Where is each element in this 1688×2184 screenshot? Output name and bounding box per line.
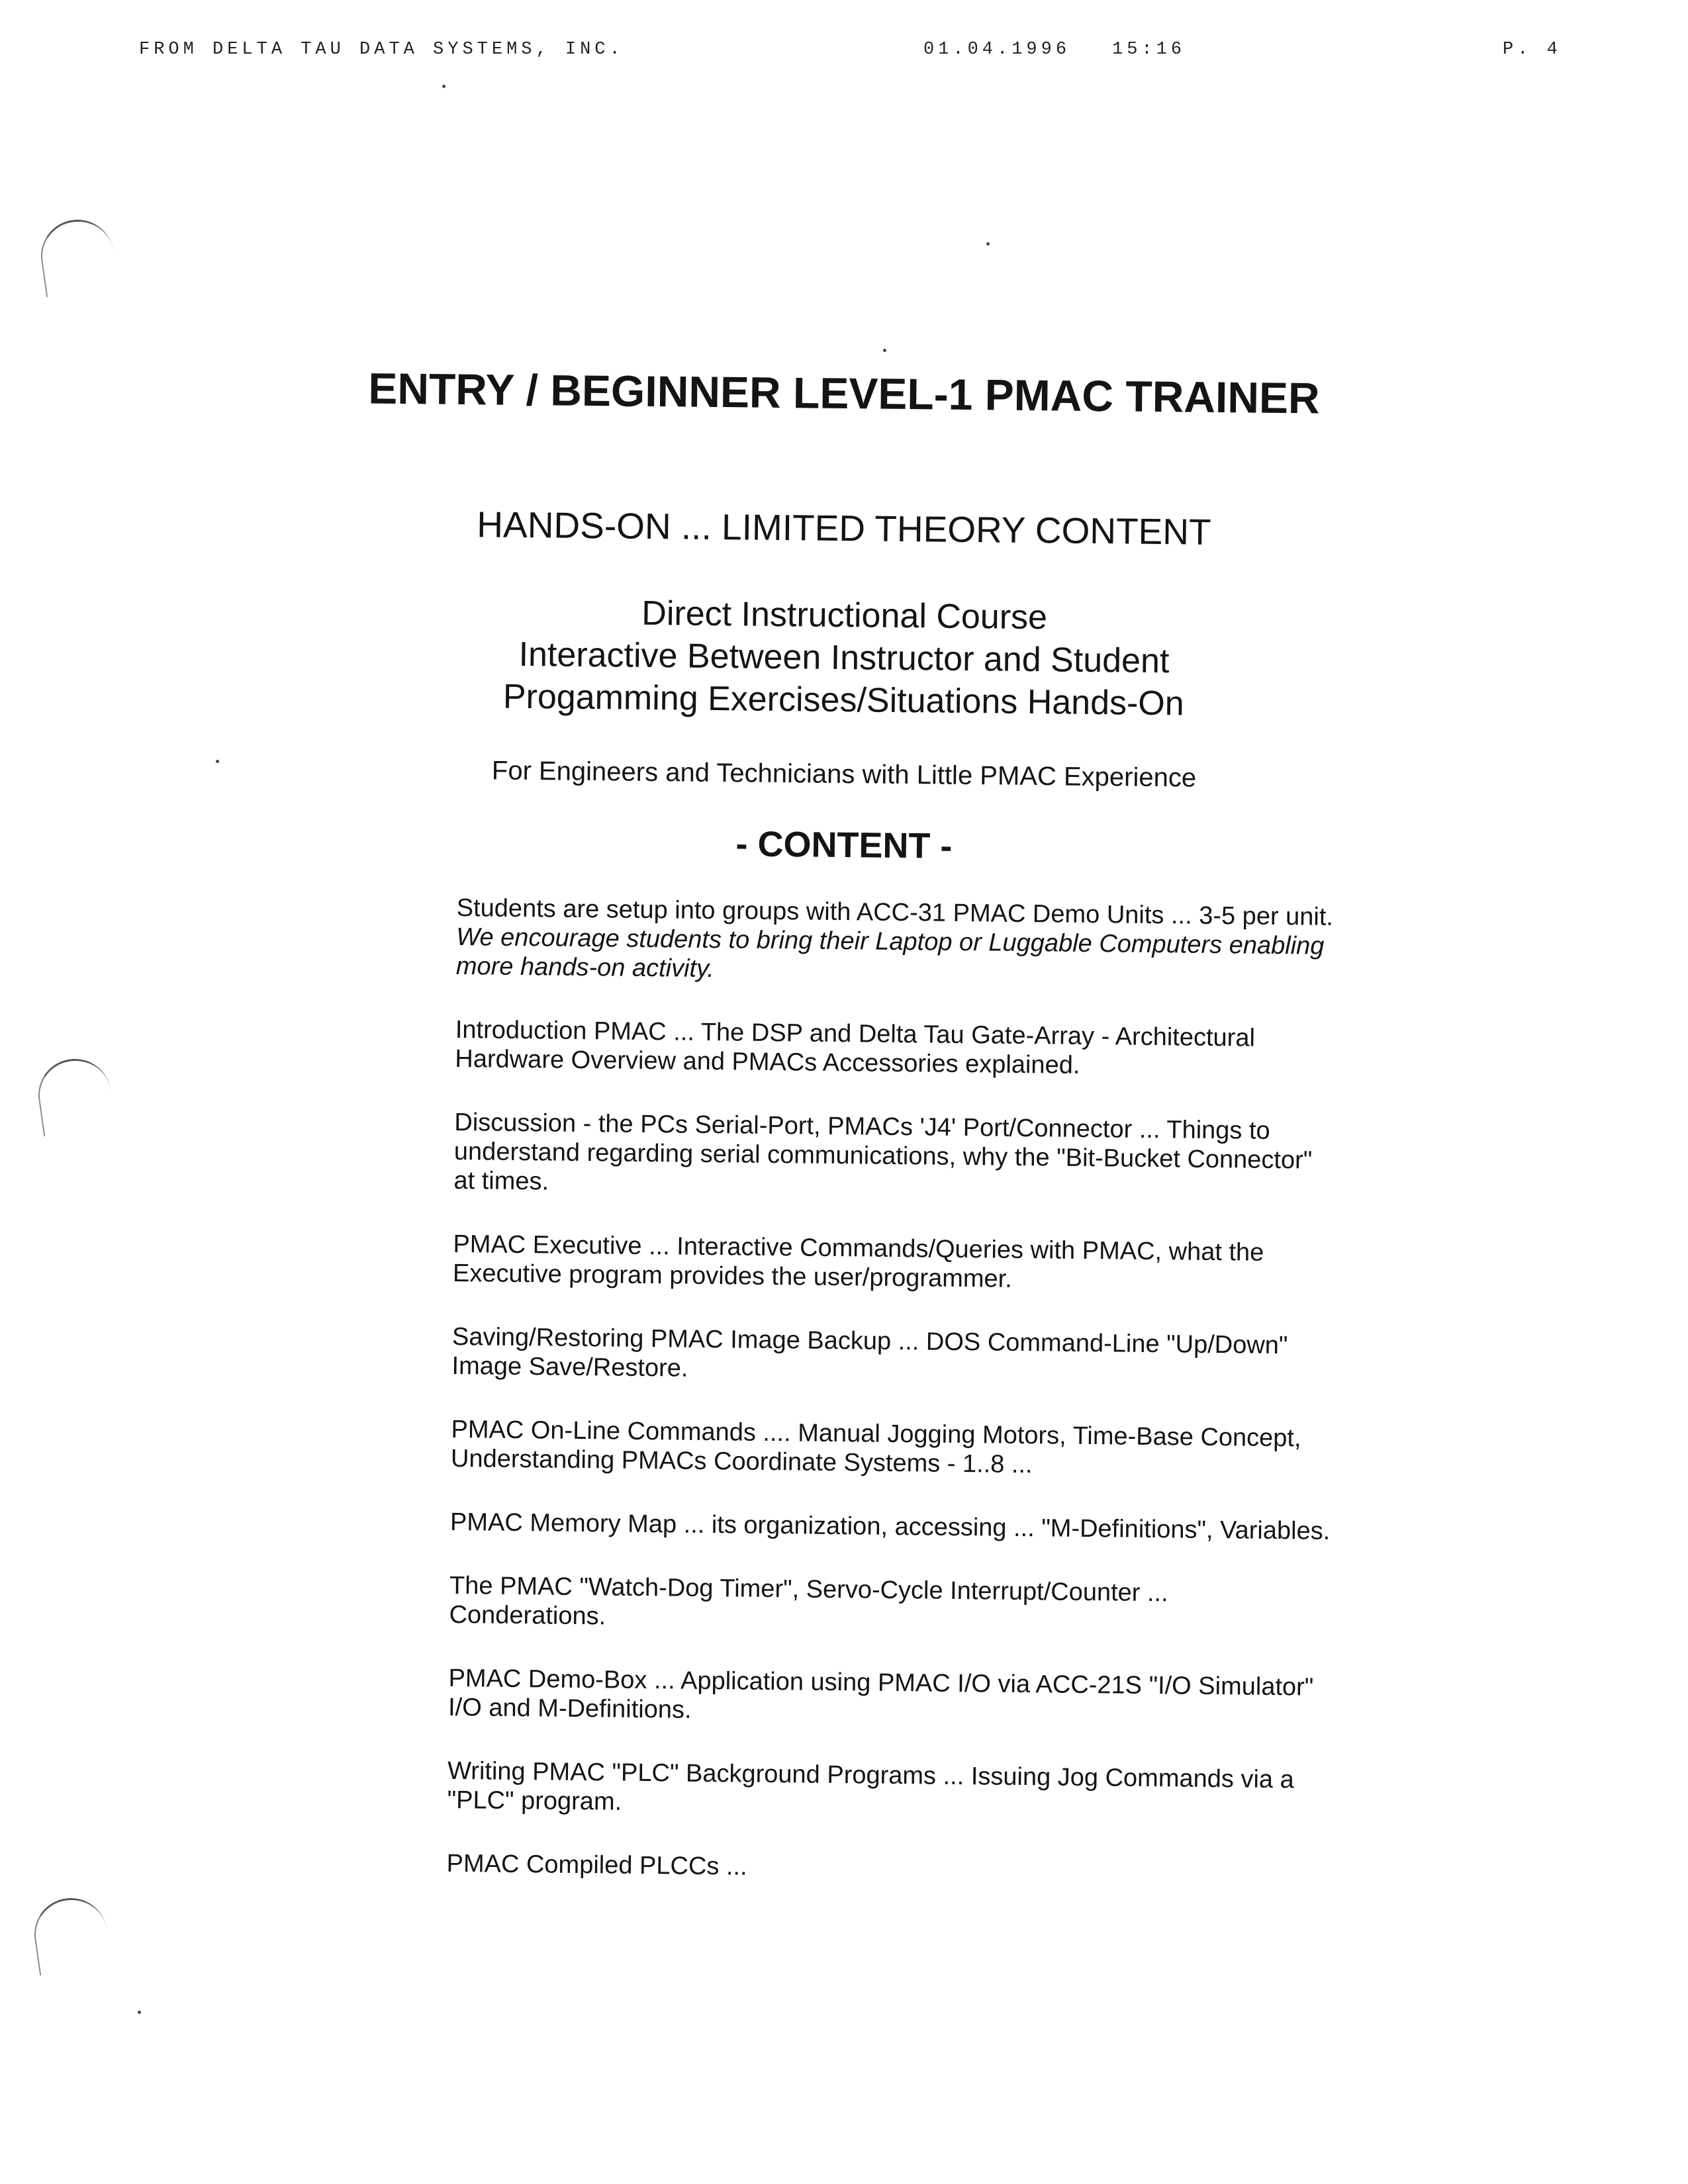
audience-line: For Engineers and Technicians with Little PMAC Experience xyxy=(491,756,1197,793)
content-item xyxy=(453,1108,1335,1205)
content-item-text: PMAC Compiled PLCCs ... xyxy=(446,1849,747,1881)
content-item-text: PMAC Executive ... Interactive Commands/Queries with PMAC, what the Executive program provides the user/programmer. xyxy=(452,1230,1264,1293)
content-item-text: The PMAC "Watch-Dog Timer", Servo-Cycle Interrupt/Counter ... Conderations. xyxy=(449,1571,1168,1631)
content-item-text: PMAC Memory Map ... its organization, accessing ... "M-Definitions", Variables. xyxy=(449,1508,1331,1545)
course-description xyxy=(0,586,1688,731)
content-item xyxy=(449,1571,1330,1639)
content-item-text: Discussion - the PCs Serial-Port, PMACs 'J4' Port/Connector ... Things to understand regarding serial communications, why the "Bit-Bucket Connector" at times. xyxy=(453,1108,1313,1196)
content-item-emphasis: We encourage students to bring their Laptop or Luggable Computers enabling more hands-on activity. xyxy=(455,923,1325,983)
content-item-text: PMAC On-Line Commands .... Manual Jogging Motors, Time-Base Concept, Understanding PMACs Coordinate Systems - 1..8 ... xyxy=(450,1415,1301,1479)
content-item xyxy=(456,893,1337,990)
content-item xyxy=(455,1015,1336,1083)
content-list xyxy=(446,893,1337,1922)
content-item xyxy=(450,1508,1331,1546)
hole-punch-mark xyxy=(34,1054,116,1136)
scan-speck xyxy=(138,2011,141,2014)
fax-time: 15:16 xyxy=(1112,40,1186,60)
fax-sender: FROM DELTA TAU DATA SYSTEMS, INC. xyxy=(139,40,624,60)
hole-punch-mark xyxy=(30,1893,112,1976)
content-item xyxy=(446,1849,1327,1888)
content-item xyxy=(447,1756,1328,1824)
fax-page-number: P. 4 xyxy=(1503,40,1562,60)
fax-date: 01.04.1996 xyxy=(923,40,1071,60)
hole-punch-mark xyxy=(36,215,118,297)
scan-speck xyxy=(442,85,445,88)
content-item-text: Saving/Restoring PMAC Image Backup ... DOS Command-Line "Up/Down" Image Save/Restore. xyxy=(451,1322,1288,1383)
content-item xyxy=(451,1322,1333,1390)
content-item xyxy=(448,1664,1329,1731)
scan-speck xyxy=(986,242,990,246)
scan-speck xyxy=(883,349,886,352)
content-item-text: PMAC Demo-Box ... Application using PMAC I/O via ACC-21S "I/O Simulator" I/O and M-Definitions. xyxy=(447,1664,1314,1724)
course-line: Interactive Between Instructor and Student xyxy=(518,635,1170,681)
content-item-text: Writing PMAC "PLC" Background Programs ... Issuing Jog Commands via a "PLC" program. xyxy=(447,1756,1294,1816)
content-item-text: Introduction PMAC ... The DSP and Delta Tau Gate-Array - Architectural Hardware Overview and PMACs Accessories explained. xyxy=(455,1015,1256,1079)
course-line: Progamming Exercises/Situations Hands-On xyxy=(502,677,1185,723)
content-item xyxy=(451,1415,1332,1482)
content-item xyxy=(453,1230,1334,1297)
content-heading: - CONTENT - xyxy=(735,824,953,866)
course-line: Direct Instructional Course xyxy=(641,594,1048,637)
page-subtitle: HANDS-ON ... LIMITED THEORY CONTENT xyxy=(477,504,1211,553)
fax-header xyxy=(0,40,1688,66)
content-item-text: Students are setup into groups with ACC-31 PMAC Demo Units ... 3-5 per unit. xyxy=(456,894,1334,931)
page-title: ENTRY / BEGINNER LEVEL-1 PMAC TRAINER xyxy=(367,363,1321,423)
